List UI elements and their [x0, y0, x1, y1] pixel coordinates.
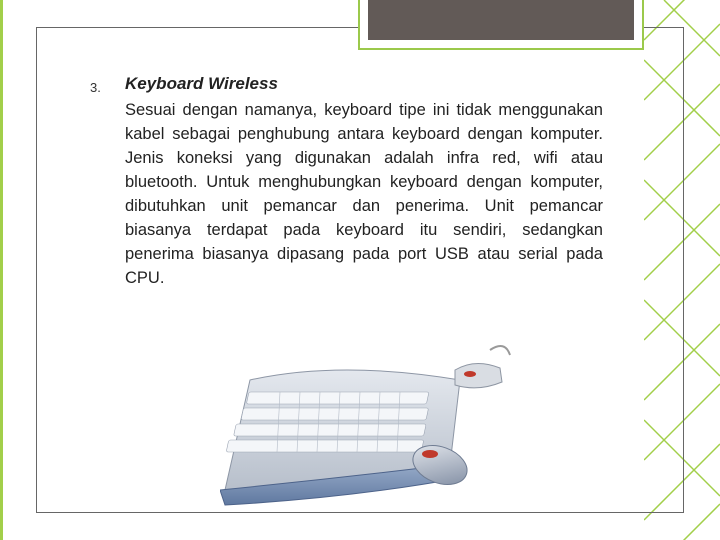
slide-body-text: Sesuai dengan namanya, keyboard tipe ini tidak menggunakan kabel sebagai penghubung antara keyboard dengan komputer. Jenis koneksi yang digunakan adalah infra red, wifi atau bluetooth. Untuk menghubungkan keyboard dengan komputer, dibutuhkan unit pemancar dan penerima. Unit pemancar biasanya terdapat pada keyboard itu sendiri, sedangkan penerima biasanya dipasang pada port USB atau serial pada CPU. [125, 101, 603, 287]
slide-title: Keyboard Wireless [125, 74, 278, 93]
left-accent-line [0, 0, 3, 540]
corner-decoration-fill [368, 0, 634, 40]
corner-decoration [358, 0, 644, 50]
wireless-keyboard-image [220, 340, 640, 510]
keyboard-icon [220, 370, 460, 505]
list-item-number: 3. [90, 80, 101, 95]
wireless-receiver-icon [455, 346, 510, 388]
